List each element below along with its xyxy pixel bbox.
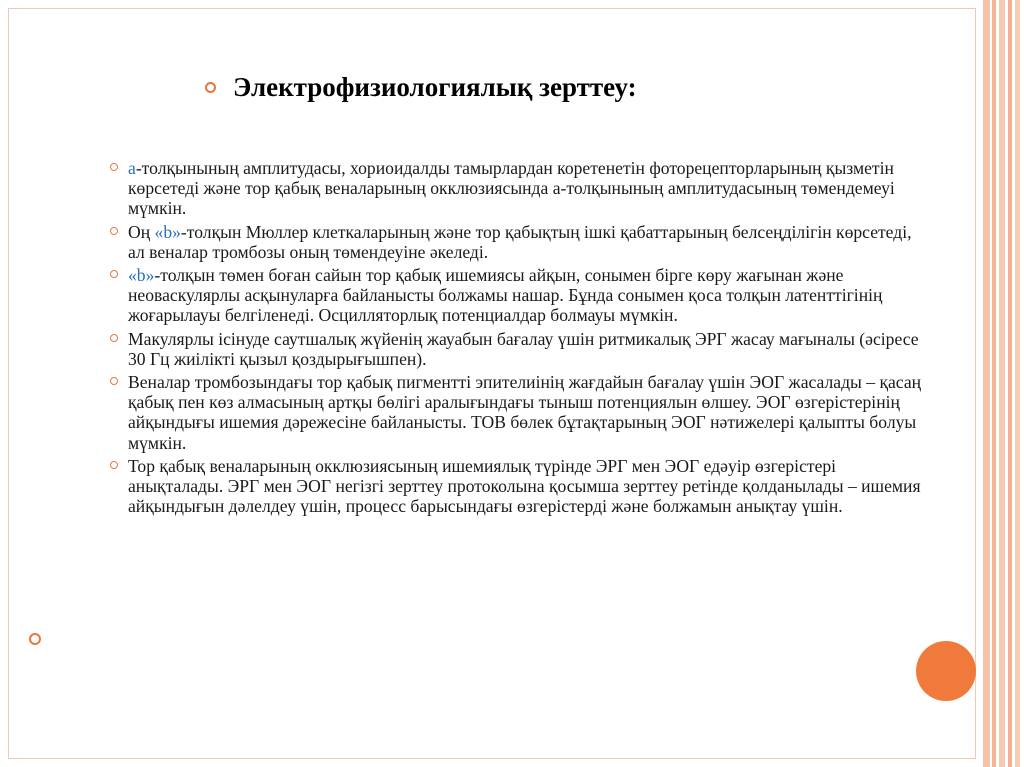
- decorative-stripes: [980, 0, 1024, 767]
- bullet-text: Тор қабық веналарының окклюзиясының ишемиялық түрінде ЭРГ мен ЭОГ едәуір өзгерістері анықталады. ЭРГ мен ЭОГ негізгі зерттеу протоколына қосымша зерттеу ретінде қолданылады – ишемия айқындығын дәлелдеу үшін, процесс барысындағы өзгерістерді және болжамын анықтау үшін.: [128, 455, 921, 517]
- ring-bullet-icon: [110, 334, 118, 342]
- ring-bullet-icon: [110, 377, 118, 385]
- bullet-accent: а: [128, 158, 136, 178]
- bullet-accent: «b»: [154, 221, 181, 242]
- ring-bullet-icon: [29, 633, 41, 645]
- ring-bullet-icon: [205, 82, 216, 93]
- bullet-item-6: [110, 456, 930, 517]
- bullet-text: -толқынының амплитудасы, хориоидалды тамырлардан коретенетін фоторецепторларының қызметін көрсетеді және тор қабық веналарының окклюзиясында а-толқынының амплитудасының төмендемеуі мүмкін.: [128, 158, 895, 219]
- bullet-item-1: [110, 158, 930, 219]
- title-row: [205, 72, 637, 103]
- bullet-accent: «b»: [128, 265, 155, 286]
- bullet-item-3: [110, 265, 930, 326]
- ring-bullet-icon: [110, 270, 118, 278]
- bullet-list: [110, 158, 930, 519]
- bullet-prefix: Оң: [128, 221, 155, 242]
- slide-title: Электрофизиологиялық зерттеу:: [233, 72, 637, 102]
- bullet-text: Веналар тромбозындағы тор қабық пигментті эпителиінің жағдайын бағалау үшін ЭОГ жасалады – қасаң қабық пен көз алмасының артқы бөлігі аралығындағы тыныш потенциялын өлшеу. ЭОГ өзгерістерінің айқындығы ишемия дәрежесіне байланысты. ТОВ бөлек бұтақтарының ЭОГ нәтижелері қалыпты болуы мүмкін.: [128, 372, 922, 453]
- bullet-text: -толқын Мюллер клеткаларының және тор қабықтың ішкі қабаттарының белсеңділігін көрсетеді, ал веналар тромбозы оның төмендеуіне әкеледі.: [128, 221, 912, 262]
- orange-circle-decoration: [916, 641, 976, 701]
- bullet-text: -толқын төмен боған сайын тор қабық ишемиясы айқын, сонымен бірге көру жағынан және неоваскулярлы асқынуларға байланысты болжамы нашар. Бұнда сонымен қоса толқын латенттігінің жоғарылауы белгіленеді. Осцилляторлық потенциалдар болмауы мүмкін.: [128, 265, 883, 326]
- bullet-item-5: [110, 372, 930, 453]
- bullet-text: Макулярлы ісінуде саутшалық жүйенің жауабын бағалау үшін ритмикалық ЭРГ жасау мағыналы (әсіресе 30 Гц жиілікті қызыл қоздырығышпен).: [128, 328, 919, 369]
- ring-bullet-icon: [110, 461, 118, 469]
- bullet-item-2: [110, 222, 930, 262]
- ring-bullet-icon: [110, 163, 118, 171]
- bullet-item-4: [110, 329, 930, 369]
- ring-bullet-icon: [110, 227, 118, 235]
